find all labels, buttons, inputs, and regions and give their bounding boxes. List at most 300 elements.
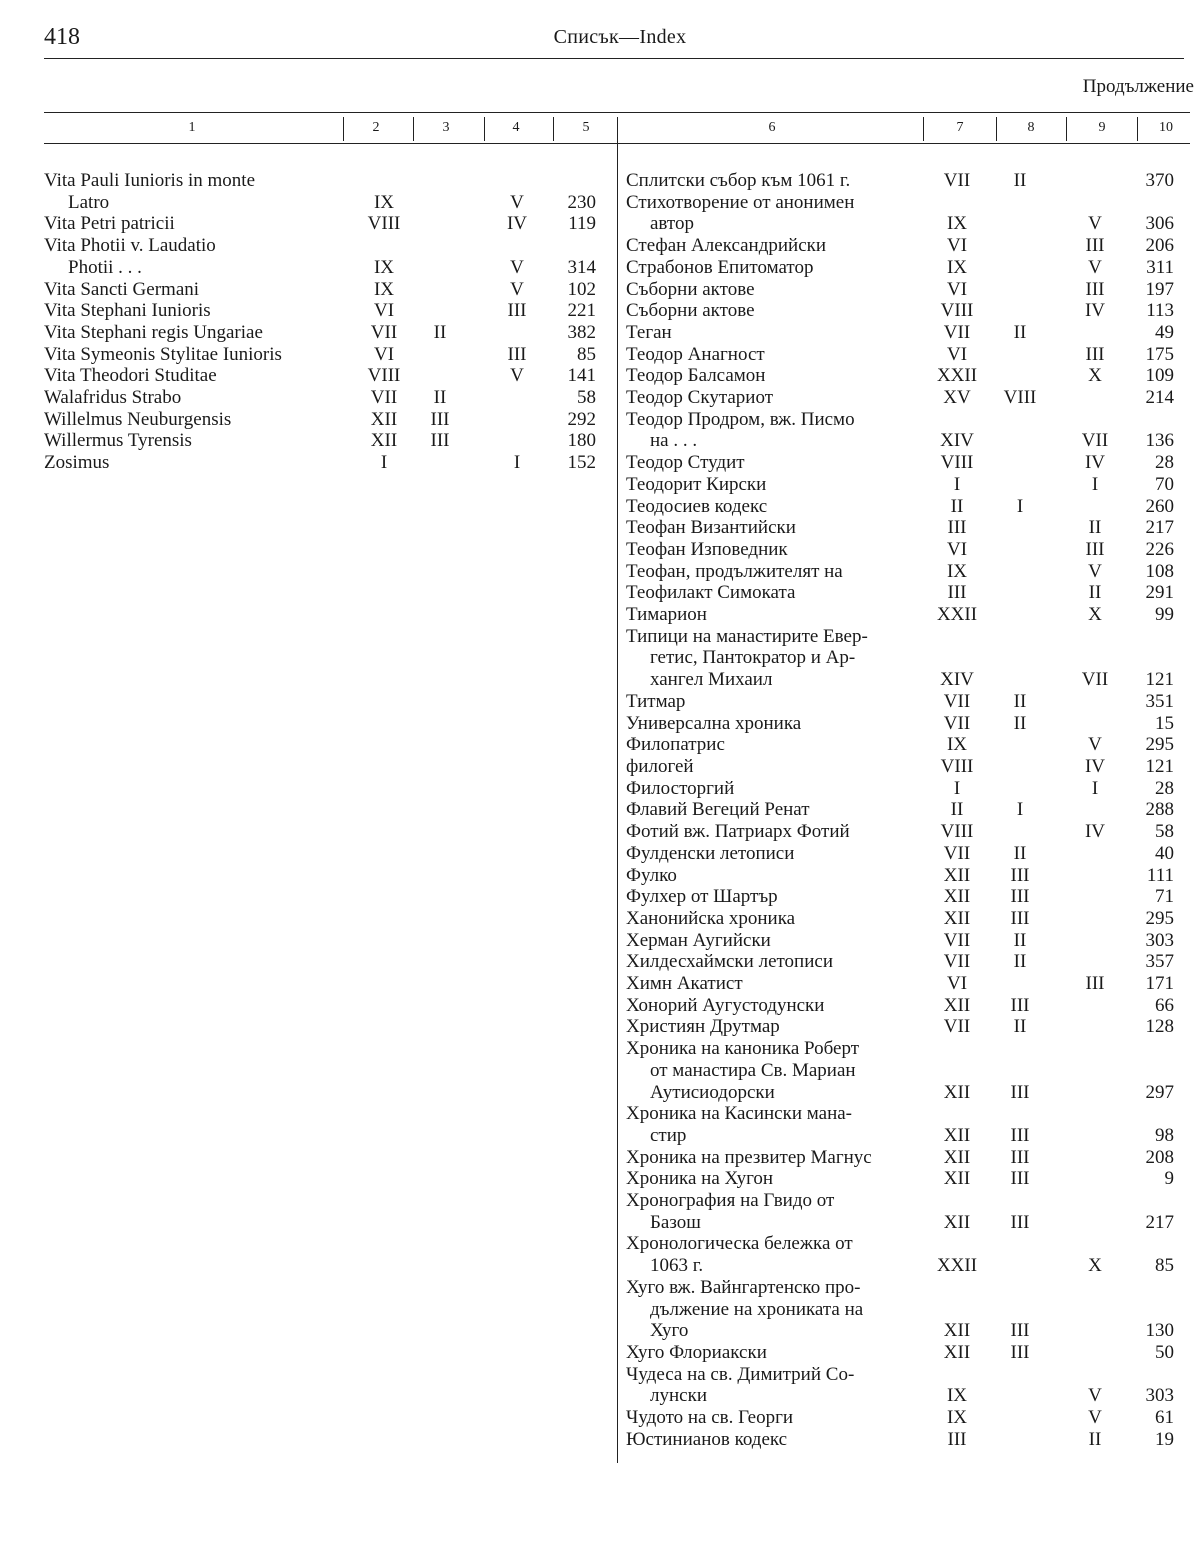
entry-column-7: VI [946, 538, 968, 560]
entry-column-7: VI [946, 278, 968, 300]
entry-column-10: 28 [1155, 777, 1174, 799]
entry-column-10: 85 [1155, 1255, 1174, 1277]
index-entry [626, 582, 1176, 604]
entry-column-7: IX [946, 1385, 968, 1407]
entry-column-10: 291 [1145, 582, 1174, 604]
entry-title: Тимарион [626, 604, 707, 626]
entry-title: Чудеса на св. Димитрий Со- [626, 1363, 855, 1385]
entry-column-10: 58 [1155, 821, 1174, 843]
entry-title-continuation: на . . . [650, 430, 698, 452]
entry-column-9: I [1091, 777, 1099, 799]
index-entry [626, 496, 1176, 518]
entry-column-2: XII [370, 430, 398, 452]
index-entry [626, 1364, 1176, 1407]
entry-title: филогей [626, 755, 694, 777]
entry-column-9: VII [1081, 669, 1109, 691]
index-entry [626, 995, 1176, 1017]
entry-column-8: VIII [1003, 387, 1037, 409]
entry-column-7: VIII [940, 452, 974, 474]
entry-column-7: XIV [940, 669, 974, 691]
entry-column-5: 221 [567, 300, 596, 322]
entry-title: Теодор Студит [626, 452, 745, 474]
index-entry [44, 409, 600, 431]
entry-column-10: 50 [1155, 1341, 1174, 1363]
entry-column-9: V [1088, 734, 1102, 756]
entry-column-5: 382 [567, 321, 596, 343]
entry-column-4: III [507, 300, 527, 322]
entry-title: Теодосиев кодекс [626, 495, 768, 517]
entry-column-10: 109 [1145, 365, 1174, 387]
entry-title: Титмар [626, 690, 686, 712]
entry-column-8: III [1010, 907, 1030, 929]
entry-title: Walafridus Strabo [44, 387, 182, 409]
entry-column-4: IV [506, 213, 528, 235]
entry-column-10: 217 [1145, 517, 1174, 539]
entry-column-7: XII [943, 886, 971, 908]
entry-title: Теган [626, 321, 672, 343]
entry-column-10: 28 [1155, 452, 1174, 474]
index-entry [626, 734, 1176, 756]
entry-column-8: II [1013, 170, 1027, 191]
entry-column-3: III [430, 430, 450, 452]
entry-title: Християн Друтмар [626, 1016, 780, 1038]
entry-title: Хилдесхаймски летописи [626, 951, 833, 973]
entry-title: Vita Photii v. Laudatio [44, 235, 216, 257]
entry-column-7: I [953, 777, 961, 799]
entry-column-5: 230 [567, 191, 596, 213]
index-entry [626, 517, 1176, 539]
index-entry [626, 192, 1176, 235]
entry-column-3: II [433, 321, 447, 343]
entry-column-5: 119 [568, 213, 596, 235]
index-entry [626, 344, 1176, 366]
entry-title: Теофан Византийски [626, 517, 796, 539]
entry-column-9: III [1085, 278, 1105, 300]
index-entry [626, 1277, 1176, 1342]
entry-title: Филосторгий [626, 777, 735, 799]
entry-column-7: II [950, 495, 964, 517]
entry-column-10: 303 [1145, 1385, 1174, 1407]
index-entry [626, 951, 1176, 973]
entry-column-10: 208 [1145, 1146, 1174, 1168]
entry-column-10: 108 [1145, 560, 1174, 582]
entry-column-8: II [1013, 1016, 1027, 1038]
column-number-3: 3 [442, 120, 450, 135]
index-entry [626, 322, 1176, 344]
entry-column-10: 306 [1145, 213, 1174, 235]
head-separator [996, 117, 997, 141]
entry-column-8: III [1010, 994, 1030, 1016]
entry-column-9: V [1088, 560, 1102, 582]
entry-column-8: I [1016, 495, 1024, 517]
entry-column-10: 226 [1145, 538, 1174, 560]
index-entry [626, 756, 1176, 778]
entry-title: Хроника на Касински мана- [626, 1103, 852, 1125]
entry-column-9: V [1088, 1407, 1102, 1429]
entry-column-9: III [1085, 538, 1105, 560]
entry-column-7: VII [943, 951, 971, 973]
entry-column-4: V [510, 256, 524, 278]
entry-column-10: 357 [1145, 951, 1174, 973]
entry-column-10: 136 [1145, 430, 1174, 452]
entry-column-9: IV [1084, 300, 1106, 322]
entry-column-7: III [947, 517, 967, 539]
entry-column-7: XXII [936, 365, 978, 387]
entry-title: Хуго вж. Вайнгартенско про- [626, 1276, 861, 1298]
column-number-7: 7 [956, 120, 964, 135]
entry-column-7: IX [946, 213, 968, 235]
entry-column-4: III [507, 343, 527, 365]
index-entry [44, 365, 600, 387]
index-entry [626, 409, 1176, 452]
index-entry [44, 387, 600, 409]
entry-column-9: IV [1084, 755, 1106, 777]
entry-title: Хроника на Хугон [626, 1168, 774, 1190]
entry-title: Универсална хроника [626, 712, 802, 734]
entry-title: Фулденски летописи [626, 842, 795, 864]
entry-column-9: V [1088, 213, 1102, 235]
entry-title: Теодор Анагност [626, 343, 765, 365]
index-entry [626, 387, 1176, 409]
entry-column-8: II [1013, 842, 1027, 864]
entry-column-5: 102 [567, 278, 596, 300]
entry-column-9: III [1085, 973, 1105, 995]
entry-column-10: 370 [1145, 170, 1174, 191]
table-top-rule [44, 112, 1190, 113]
entry-column-8: III [1010, 864, 1030, 886]
entry-column-3: III [430, 408, 450, 430]
entry-column-10: 15 [1155, 712, 1174, 734]
continued-label: Продължение [1082, 76, 1194, 97]
entry-column-7: XII [943, 994, 971, 1016]
index-entry [626, 799, 1176, 821]
entry-title: Филопатрис [626, 734, 725, 756]
entry-column-7: XIV [940, 430, 974, 452]
running-title: Списък—Index [553, 26, 687, 48]
entry-title: Vita Sancti Germani [44, 278, 200, 300]
entry-column-10: 121 [1145, 669, 1174, 691]
index-entry [626, 604, 1176, 626]
left-index-list [44, 170, 600, 474]
column-number-8: 8 [1027, 120, 1035, 135]
entry-column-10: 71 [1155, 886, 1174, 908]
entry-title: Ханонийска хроника [626, 907, 796, 929]
index-entry [44, 213, 600, 235]
entry-column-5: 180 [567, 430, 596, 452]
entry-column-7: XII [943, 1146, 971, 1168]
entry-column-10: 214 [1145, 387, 1174, 409]
center-divider [617, 117, 618, 1463]
index-entry [626, 1190, 1176, 1233]
entry-column-8: II [1013, 929, 1027, 951]
index-entry [626, 235, 1176, 257]
entry-column-9: I [1091, 473, 1099, 495]
index-entry [626, 1429, 1176, 1451]
index-entry [626, 170, 1176, 192]
entry-column-8: III [1010, 1081, 1030, 1103]
entry-column-2: IX [373, 191, 395, 213]
entry-title: Хуго Флориакски [626, 1341, 767, 1363]
entry-column-10: 197 [1145, 278, 1174, 300]
entry-column-7: XXII [936, 1255, 978, 1277]
index-entry [626, 257, 1176, 279]
entry-column-7: XII [943, 1124, 971, 1146]
entry-column-10: 303 [1145, 929, 1174, 951]
entry-column-9: II [1088, 582, 1102, 604]
index-entry [626, 365, 1176, 387]
entry-title: Сплитски събор към 1061 г. [626, 170, 851, 191]
entry-title: Фулхер от Шартър [626, 886, 778, 908]
entry-title: Стихотворение от анонимен [626, 191, 855, 213]
entry-title: Vita Pauli Iunioris in monte [44, 170, 256, 191]
entry-column-9: III [1085, 235, 1105, 257]
entry-title-continuation: Базош [650, 1211, 701, 1233]
index-entry [626, 1038, 1176, 1103]
entry-column-10: 206 [1145, 235, 1174, 257]
entry-column-7: VI [946, 235, 968, 257]
right-index-list [626, 170, 1176, 1450]
entry-column-9: VII [1081, 430, 1109, 452]
entry-column-2: IX [373, 256, 395, 278]
entry-column-5: 58 [577, 387, 596, 409]
index-entry [626, 1168, 1176, 1190]
entry-title: Фотий вж. Патриарх Фотий [626, 821, 850, 843]
entry-title: Willermus Tyrensis [44, 430, 192, 452]
entry-title: Страбонов Епитоматор [626, 256, 814, 278]
entry-column-10: 66 [1155, 994, 1174, 1016]
head-separator [484, 117, 485, 141]
entry-title: Теодор Скутариот [626, 387, 774, 409]
index-entry [626, 973, 1176, 995]
entry-column-10: 99 [1155, 604, 1174, 626]
entry-column-7: VII [943, 712, 971, 734]
entry-column-7: IX [946, 1407, 968, 1429]
entry-column-7: I [953, 473, 961, 495]
index-entry [626, 886, 1176, 908]
entry-column-2: IX [373, 278, 395, 300]
index-entry [626, 1342, 1176, 1364]
entry-title-continuation: стир [650, 1124, 687, 1146]
entry-column-9: X [1088, 1255, 1102, 1277]
column-number-9: 9 [1098, 120, 1106, 135]
entry-title: Флавий Вегеций Ренат [626, 799, 810, 821]
index-entry [626, 1407, 1176, 1429]
head-separator [553, 117, 554, 141]
entry-title: Юстинианов кодекс [626, 1428, 788, 1450]
entry-column-10: 49 [1155, 321, 1174, 343]
entry-column-5: 152 [567, 452, 596, 474]
index-entry [44, 322, 600, 344]
page-header [0, 0, 1200, 60]
entry-column-9: IV [1084, 821, 1106, 843]
entry-column-10: 111 [1146, 864, 1174, 886]
entry-column-7: XII [943, 1211, 971, 1233]
index-entry [626, 300, 1176, 322]
entry-column-8: II [1013, 712, 1027, 734]
index-entry [626, 1016, 1176, 1038]
entry-title: Теофан Изповедник [626, 538, 788, 560]
entry-column-9: V [1088, 1385, 1102, 1407]
entry-column-10: 70 [1155, 473, 1174, 495]
column-number-1: 1 [188, 120, 196, 135]
entry-column-7: VIII [940, 300, 974, 322]
entry-column-7: VII [943, 842, 971, 864]
entry-title: Хронография на Гвидо от [626, 1190, 835, 1212]
entry-column-10: 40 [1155, 842, 1174, 864]
index-entry [626, 452, 1176, 474]
entry-title: Vita Stephani Iunioris [44, 300, 211, 322]
entry-title-continuation: дължение на хрониката на [650, 1298, 864, 1320]
entry-column-2: VIII [367, 365, 401, 387]
entry-column-7: XII [943, 864, 971, 886]
entry-column-7: II [950, 799, 964, 821]
entry-column-5: 314 [567, 256, 596, 278]
entry-column-7: VII [943, 1016, 971, 1038]
entry-column-9: II [1088, 517, 1102, 539]
index-entry [626, 474, 1176, 496]
entry-column-8: III [1010, 886, 1030, 908]
entry-title: Съборни актове [626, 300, 755, 322]
entry-title: Vita Theodori Studitae [44, 365, 217, 387]
index-entry [626, 821, 1176, 843]
index-entry [626, 626, 1176, 691]
entry-column-7: XII [943, 1341, 971, 1363]
entry-column-10: 128 [1145, 1016, 1174, 1038]
entry-column-7: XV [943, 387, 971, 409]
index-entry [44, 279, 600, 301]
entry-title-continuation: Latro [68, 191, 110, 213]
entry-column-5: 292 [567, 408, 596, 430]
entry-column-10: 61 [1155, 1407, 1174, 1429]
entry-column-7: VIII [940, 821, 974, 843]
index-entry [626, 778, 1176, 800]
entry-title-continuation: Photii . . . [68, 256, 142, 278]
entry-column-8: III [1010, 1168, 1030, 1190]
entry-column-5: 141 [567, 365, 596, 387]
head-separator [1137, 117, 1138, 141]
index-entry [626, 713, 1176, 735]
entry-column-10: 217 [1145, 1211, 1174, 1233]
index-entry [626, 691, 1176, 713]
index-entry [626, 908, 1176, 930]
entry-column-10: 288 [1145, 799, 1174, 821]
column-number-6: 6 [768, 120, 776, 135]
head-separator [1066, 117, 1067, 141]
entry-column-8: I [1016, 799, 1024, 821]
entry-column-8: III [1010, 1124, 1030, 1146]
entry-column-5: 85 [577, 343, 596, 365]
entry-column-10: 351 [1145, 690, 1174, 712]
entry-title: Фулко [626, 864, 677, 886]
entry-column-9: III [1085, 343, 1105, 365]
index-entry [44, 300, 600, 322]
entry-title: Zosimus [44, 452, 110, 474]
entry-column-4: V [510, 278, 524, 300]
entry-column-8: III [1010, 1320, 1030, 1342]
entry-column-9: V [1088, 256, 1102, 278]
index-entry [626, 1103, 1176, 1146]
index-entry [44, 344, 600, 366]
entry-column-7: XII [943, 1168, 971, 1190]
entry-column-7: VII [943, 321, 971, 343]
head-separator [343, 117, 344, 141]
column-number-5: 5 [582, 120, 590, 135]
entry-title: Чудото на св. Георги [626, 1407, 794, 1429]
entry-title: Теофан, продължителят на [626, 560, 843, 582]
column-number-2: 2 [372, 120, 380, 135]
entry-column-10: 121 [1145, 755, 1174, 777]
entry-title-continuation: гетис, Пантократор и Ар- [650, 647, 856, 669]
entry-column-10: 175 [1145, 343, 1174, 365]
head-separator [413, 117, 414, 141]
entry-title: Стефан Александрийски [626, 235, 827, 257]
entry-column-10: 260 [1145, 495, 1174, 517]
entry-column-8: II [1013, 951, 1027, 973]
entry-title: Vita Symeonis Stylitae Iunioris [44, 343, 282, 365]
entry-column-7: IX [946, 256, 968, 278]
entry-column-7: IX [946, 734, 968, 756]
entry-column-7: VIII [940, 755, 974, 777]
index-entry [626, 843, 1176, 865]
entry-column-10: 9 [1164, 1168, 1174, 1190]
entry-column-7: III [947, 1428, 967, 1450]
entry-column-7: III [947, 582, 967, 604]
entry-title: Типици на манастирите Евер- [626, 625, 868, 647]
entry-title: Херман Аугийски [626, 929, 771, 951]
entry-title-continuation: хангел Михаил [650, 669, 773, 691]
entry-title: Химн Акатист [626, 973, 743, 995]
entry-column-7: XII [943, 1320, 971, 1342]
index-entry [626, 865, 1176, 887]
entry-column-8: II [1013, 690, 1027, 712]
index-entry [44, 430, 600, 452]
entry-column-4: I [513, 452, 521, 474]
index-entry [626, 1147, 1176, 1169]
entry-title: Willelmus Neuburgensis [44, 408, 232, 430]
entry-column-10: 130 [1145, 1320, 1174, 1342]
index-entry [44, 170, 600, 213]
entry-column-10: 171 [1145, 973, 1174, 995]
header-rule [44, 58, 1184, 59]
entry-column-7: VI [946, 343, 968, 365]
entry-column-2: VI [373, 343, 395, 365]
entry-column-7: XII [943, 1081, 971, 1103]
entry-column-7: VI [946, 973, 968, 995]
entry-column-9: II [1088, 1428, 1102, 1450]
entry-column-2: I [380, 452, 388, 474]
entry-column-2: VI [373, 300, 395, 322]
entry-column-7: XII [943, 907, 971, 929]
entry-column-10: 113 [1146, 300, 1174, 322]
entry-column-10: 295 [1145, 734, 1174, 756]
entry-title: Хроника на презвитер Магнус [626, 1146, 872, 1168]
entry-column-10: 295 [1145, 907, 1174, 929]
entry-column-10: 98 [1155, 1124, 1174, 1146]
index-entry [44, 235, 600, 278]
index-entry [626, 930, 1176, 952]
entry-column-9: IV [1084, 452, 1106, 474]
entry-column-4: V [510, 365, 524, 387]
entry-column-2: VII [370, 387, 398, 409]
entry-column-3: II [433, 387, 447, 409]
entry-title-continuation: Аутисиодорски [650, 1081, 775, 1103]
entry-column-7: IX [946, 560, 968, 582]
entry-title: Vita Petri patricii [44, 213, 175, 235]
entry-column-2: VII [370, 321, 398, 343]
entry-column-8: III [1010, 1146, 1030, 1168]
entry-column-7: VII [943, 170, 971, 191]
entry-column-10: 311 [1146, 256, 1174, 278]
